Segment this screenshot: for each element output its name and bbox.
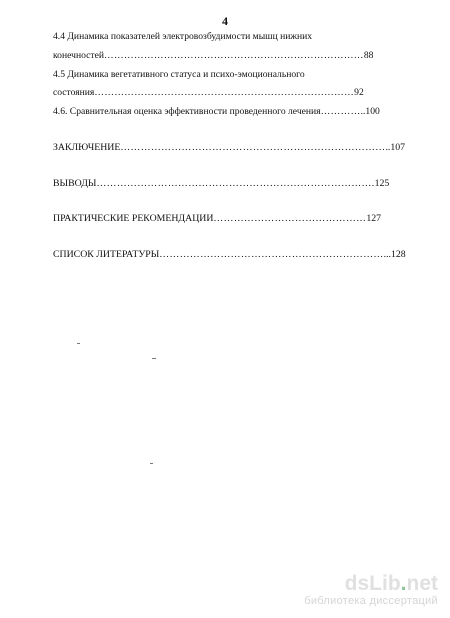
toc-page-number: 127 <box>366 213 382 224</box>
toc-entry-references <box>53 249 415 261</box>
toc-leader-dots: ………………………………………………………… <box>159 249 384 260</box>
toc-leader-dots: ……………………………………… <box>213 213 367 224</box>
toc-entry-text: 4.4 Динамика показателей электровозбудимости мышц нижних <box>53 31 313 42</box>
dslib-watermark <box>304 573 438 608</box>
toc-entry-recommendations <box>53 213 413 225</box>
toc-page-number: 125 <box>374 178 390 189</box>
toc-leader-dots: …………………………………………………………………… <box>94 87 355 98</box>
toc-entry-text: ЗАКЛЮЧЕНИЕ <box>53 142 121 153</box>
toc-entry-text: 4.6. Сравнительная оценка эффективности проведенного лечения <box>53 106 321 117</box>
toc-leader-dots: …………………………………………………………………… <box>120 142 386 153</box>
toc-leader-dots: ………… <box>320 106 361 117</box>
toc-entry-text: ВЫВОДЫ <box>53 178 97 189</box>
toc-leader-dots: …………………………………………………………………… <box>103 50 364 61</box>
watermark-subtitle: библиотека диссертаций <box>304 595 438 607</box>
toc-entry-text: СПИСОК ЛИТЕРАТУРЫ <box>53 249 160 260</box>
scan-speck <box>77 343 80 344</box>
toc-leader-dots: ………………………………………………………………………. <box>96 178 375 189</box>
scan-speck <box>150 463 153 464</box>
toc-page-number: 88 <box>363 50 374 61</box>
toc-entry-4-5-line1 <box>53 69 373 81</box>
toc-entry-text: конечностей <box>53 50 104 61</box>
toc-entry-conclusion <box>53 142 413 154</box>
toc-page-number: 92 <box>354 87 364 98</box>
toc-entry-text: состояния <box>53 87 95 98</box>
toc-page-number: ...128 <box>383 249 406 260</box>
toc-page-number: ..100 <box>360 106 380 117</box>
toc-page-number: ..107 <box>385 142 406 153</box>
toc-entry-4-6 <box>53 106 413 118</box>
toc-entry-4-4-line1 <box>53 31 373 43</box>
scan-speck <box>152 358 156 359</box>
page-number: 4 <box>222 14 228 28</box>
toc-entry-findings <box>53 178 413 190</box>
toc-entry-4-4-line2 <box>53 50 413 62</box>
toc-entry-text: ПРАКТИЧЕСКИЕ РЕКОМЕНДАЦИИ <box>53 213 214 224</box>
toc-entry-4-5-line2 <box>53 87 413 99</box>
toc-entry-text: 4.5 Динамика вегетативного статуса и психо-эмоционального <box>53 69 305 80</box>
watermark-logo: dsLib.net <box>344 572 438 595</box>
